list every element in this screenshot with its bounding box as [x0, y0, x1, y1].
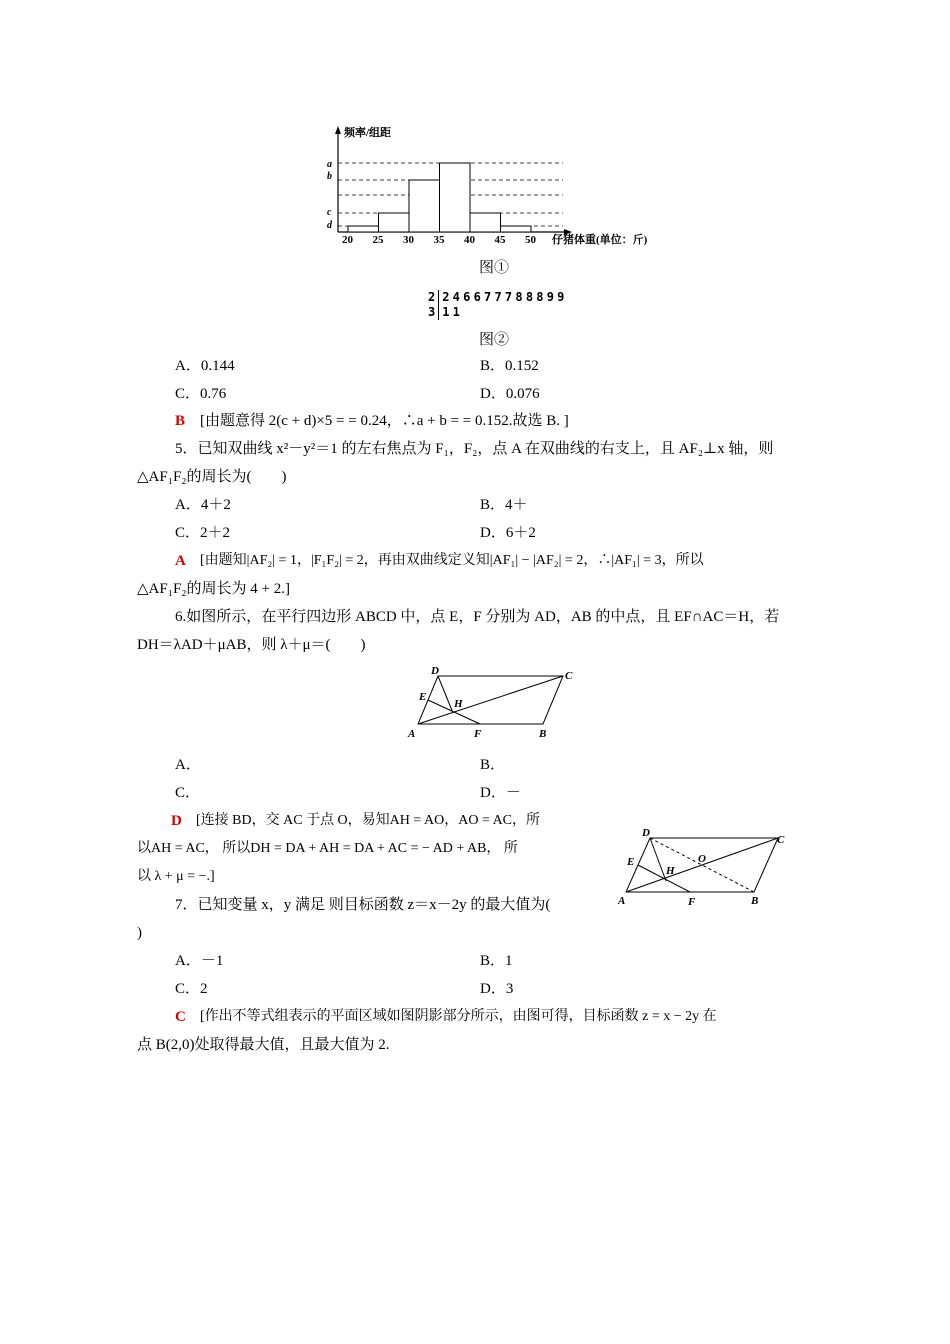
ytick-c: c — [327, 207, 332, 218]
q6-option-a: A． — [175, 757, 201, 773]
y-axis-label: 频率/组距 — [344, 127, 392, 139]
q5-answer: A — [175, 553, 186, 569]
q6-solution-line1: [连接 BD，交 AC 于点 O，易知AH = AO，AO = AC，所 — [196, 813, 541, 828]
x-tick-label: 45 — [494, 234, 506, 246]
point-label-c: C — [777, 834, 785, 846]
point-label-e: E — [419, 691, 427, 703]
point-label-o: O — [698, 853, 706, 865]
point-label-f: F — [688, 896, 696, 908]
point-label-b: B — [539, 728, 547, 740]
q6-stem-line1: 6.如图所示，在平行四边形 ABCD 中，点 E，F 分别为 AD，AB 的中点，且 EF∩AC＝H，若 — [175, 609, 780, 625]
q7-stem-line2: ) — [137, 925, 142, 941]
q7-answer: C — [175, 1009, 186, 1025]
q7-solution-line1: [作出不等式组表示的平面区域如图阴影部分所示，由图可得，目标函数 z = x − 2y 在 — [200, 1009, 717, 1024]
q6-answer: D — [171, 813, 182, 829]
ytick-d: d — [327, 220, 332, 231]
point-label-b: B — [751, 895, 759, 907]
x-tick-label: 50 — [525, 234, 536, 246]
point-label-a: A — [408, 728, 416, 740]
q4-option-b: B．0.152 — [480, 358, 539, 374]
parallelogram-figure — [400, 660, 590, 744]
point-label-e: E — [627, 856, 635, 868]
q4-option-c: C．0.76 — [175, 386, 227, 402]
q7-option-c: C．2 — [175, 981, 208, 997]
leaf-values: 1 1 — [442, 305, 458, 319]
stem-leaf-plot — [428, 290, 562, 320]
q6-solution-line3: 以 λ + μ = −.] — [137, 869, 215, 884]
q5-stem-line2: △AF₁F₂的周长为( ) — [137, 469, 287, 485]
point-label-d: D — [431, 665, 439, 677]
stem-value: 2 — [428, 290, 436, 304]
figure2-caption: 图② — [479, 332, 510, 348]
x-tick-label: 25 — [372, 234, 384, 246]
q4-solution: [由题意得 2(c + d)×5 = = 0.24，∴a + b = = 0.152.故选 B. ] — [200, 413, 569, 429]
histogram-bar — [501, 226, 532, 232]
q6-stem-line2: DH＝λAD＋μAB，则 λ＋μ＝( ) — [137, 637, 366, 653]
x-tick-label: 35 — [433, 234, 445, 246]
q7-option-a: A．－1 — [175, 953, 224, 969]
q6-option-b: B． — [480, 757, 506, 773]
point-label-f: F — [474, 728, 482, 740]
q5-option-d: D．6＋2 — [480, 525, 536, 541]
q5-option-b: B．4＋ — [480, 497, 528, 513]
q6-option-d: D．－ — [480, 785, 521, 801]
q6-option-c: C． — [175, 785, 201, 801]
q7-stem-line1: 7．已知变量 x，y 满足 则目标函数 z＝x－2y 的最大值为( — [175, 897, 551, 913]
histogram-bar — [348, 226, 379, 232]
q4-option-d: D．0.076 — [480, 386, 540, 402]
x-axis-label: 仔猪体重(单位：斤) — [552, 234, 648, 246]
q4-option-a: A．0.144 — [175, 358, 235, 374]
q5-stem-line1: 5．已知双曲线 x²－y²＝1 的左右焦点为 F₁，F₂，点 A 在双曲线的右支上，且 AF₂⊥x 轴，则 — [175, 441, 774, 457]
q7-solution-line2: 点 B(2,0)处取得最大值，且最大值为 2. — [137, 1037, 390, 1053]
q5-option-c: C．2＋2 — [175, 525, 231, 541]
point-label-h: H — [454, 698, 463, 710]
histogram-figure — [318, 122, 678, 250]
stem-value: 3 — [428, 305, 436, 319]
q7-option-b: B．1 — [480, 953, 513, 969]
x-tick-label: 40 — [464, 234, 475, 246]
x-tick-label: 20 — [342, 234, 353, 246]
point-label-c: C — [565, 670, 573, 682]
histogram-bar — [440, 163, 471, 232]
solution-parallelogram-figure — [614, 824, 794, 908]
q5-solution-line2: △AF₁F₂的周长为 4 + 2.] — [137, 581, 290, 597]
x-tick-label: 30 — [403, 234, 414, 246]
point-label-h: H — [666, 865, 675, 877]
q7-option-d: D．3 — [480, 981, 514, 997]
point-label-a: A — [618, 895, 626, 907]
ytick-b: b — [327, 171, 332, 182]
point-label-d: D — [642, 827, 650, 839]
q4-answer: B — [175, 413, 186, 429]
q6-solution-line2: 以AH = AC， 所以DH = DA + AH = DA + AC = − AD + AB， 所 — [137, 841, 518, 856]
histogram-bar — [470, 213, 501, 232]
ytick-a: a — [327, 159, 332, 170]
q5-option-a: A．4＋2 — [175, 497, 231, 513]
q5-solution-line1: [由题知|AF₂| = 1，|F₁F₂| = 2，再由双曲线定义知|AF₁| − |AF₂| = 2，∴|AF₁| = 3，所以 — [200, 553, 704, 568]
histogram-bar — [379, 213, 410, 232]
histogram-bar — [409, 180, 440, 232]
y-axis-arrow — [335, 126, 341, 134]
leaf-values: 2 4 6 6 7 7 7 8 8 8 9 9 — [442, 290, 563, 304]
figure1-caption: 图① — [479, 260, 510, 276]
